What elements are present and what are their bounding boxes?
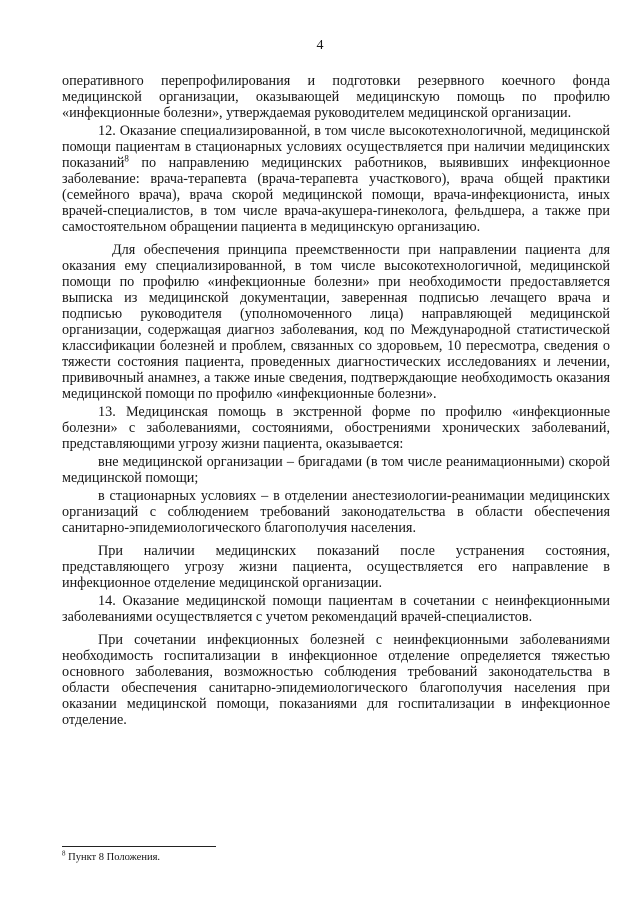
body-text [62,73,610,728]
paragraph-continuity: Для обеспечения принципа преемственности при направлении пациента для оказания ему специализированной, в том числе высокотехнологичной, медицинской помощи по профилю «инфекционные болезни» при необходимости предоставляется выписка из медицинской документации, заверенная подписью лечащего врача и подписью руководителя (уполномоченного лица) направляющей медицинской организации, содержащая диагноз заболевания, код по Международной статистической классификации болезней и проблем, связанных со здоровьем, 10 пересмотра, сведения о тяжести состояния пациента, проведенных диагностических исследованиях и лечении, прививочный анамнез, а также иные сведения, подтверждающие необходимость оказания медицинской помощи по профилю «инфекционные болезни». [62,242,610,402]
paragraph-item-13: 13. Медицинская помощь в экстренной форме по профилю «инфекционные болезни» с заболеваниями, состояниями, обострениями хронических заболеваний, представляющими угрозу жизни пациента, оказывается: [62,404,610,452]
footnote-text: Пункт 8 Положения. [65,852,161,863]
paragraph-item-12-text-after: по направлению медицинских работников, выявивших инфекционное заболевание: врача-терапевта (врача-терапевта участкового), врача общей практики (семейного врача), врача скорой медицинской помощи, врача-инфекциониста, иных врачей-специалистов, в том числе врача-акушера-гинеколога, фельдшера, а также при самостоятельном обращении пациента в медицинскую организацию. [62,155,610,235]
paragraph-outside-organization: вне медицинской организации – бригадами (в том числе реанимационными) скорой медицинской помощи; [62,454,610,486]
footnote-divider [62,846,216,847]
paragraph-item-14: 14. Оказание медицинской помощи пациентам в сочетании с неинфекционными заболеваниями осуществляется с учетом рекомендаций врачей-специалистов. [62,593,610,625]
paragraph-item-12-text-before: 12. Оказание специализированной, в том числе высокотехнологичной, медицинской помощи пациентам в стационарных условиях осуществляется при наличии медицинских показаний [62,123,610,171]
page-number: 4 [316,38,324,53]
footnote-reference: 8 [124,153,129,164]
paragraph-combined-diseases: При сочетании инфекционных болезней с неинфекционными заболеваниями необходимость госпитализации в инфекционное отделение определяется тяжестью основного заболевания, возможностью соблюдения требований законодательства в области обеспечения санитарно-эпидемиологического благополучия населения при оказании медицинской помощи, показаниями для госпитализации в инфекционное отделение. [62,632,610,728]
paragraph-item-12 [62,123,610,235]
footnote [62,849,161,864]
footnote-marker: 8 [62,849,66,858]
paragraph-inpatient: в стационарных условиях – в отделении анестезиологии-реанимации медицинских организаций с соблюдением требований законодательства в области обеспечения санитарно-эпидемиологического благополучия населения. [62,488,610,536]
paragraph-after-stabilization: При наличии медицинских показаний после устранения состояния, представляющего угрозу жизни пациента, осуществляется его направление в инфекционное отделение медицинской организации. [62,543,610,591]
paragraph-continuation: оперативного перепрофилирования и подготовки резервного коечного фонда медицинской организации, оказывающей медицинскую помощь по профилю «инфекционные болезни», утверждаемая руководителем медицинской организации. [62,73,610,121]
